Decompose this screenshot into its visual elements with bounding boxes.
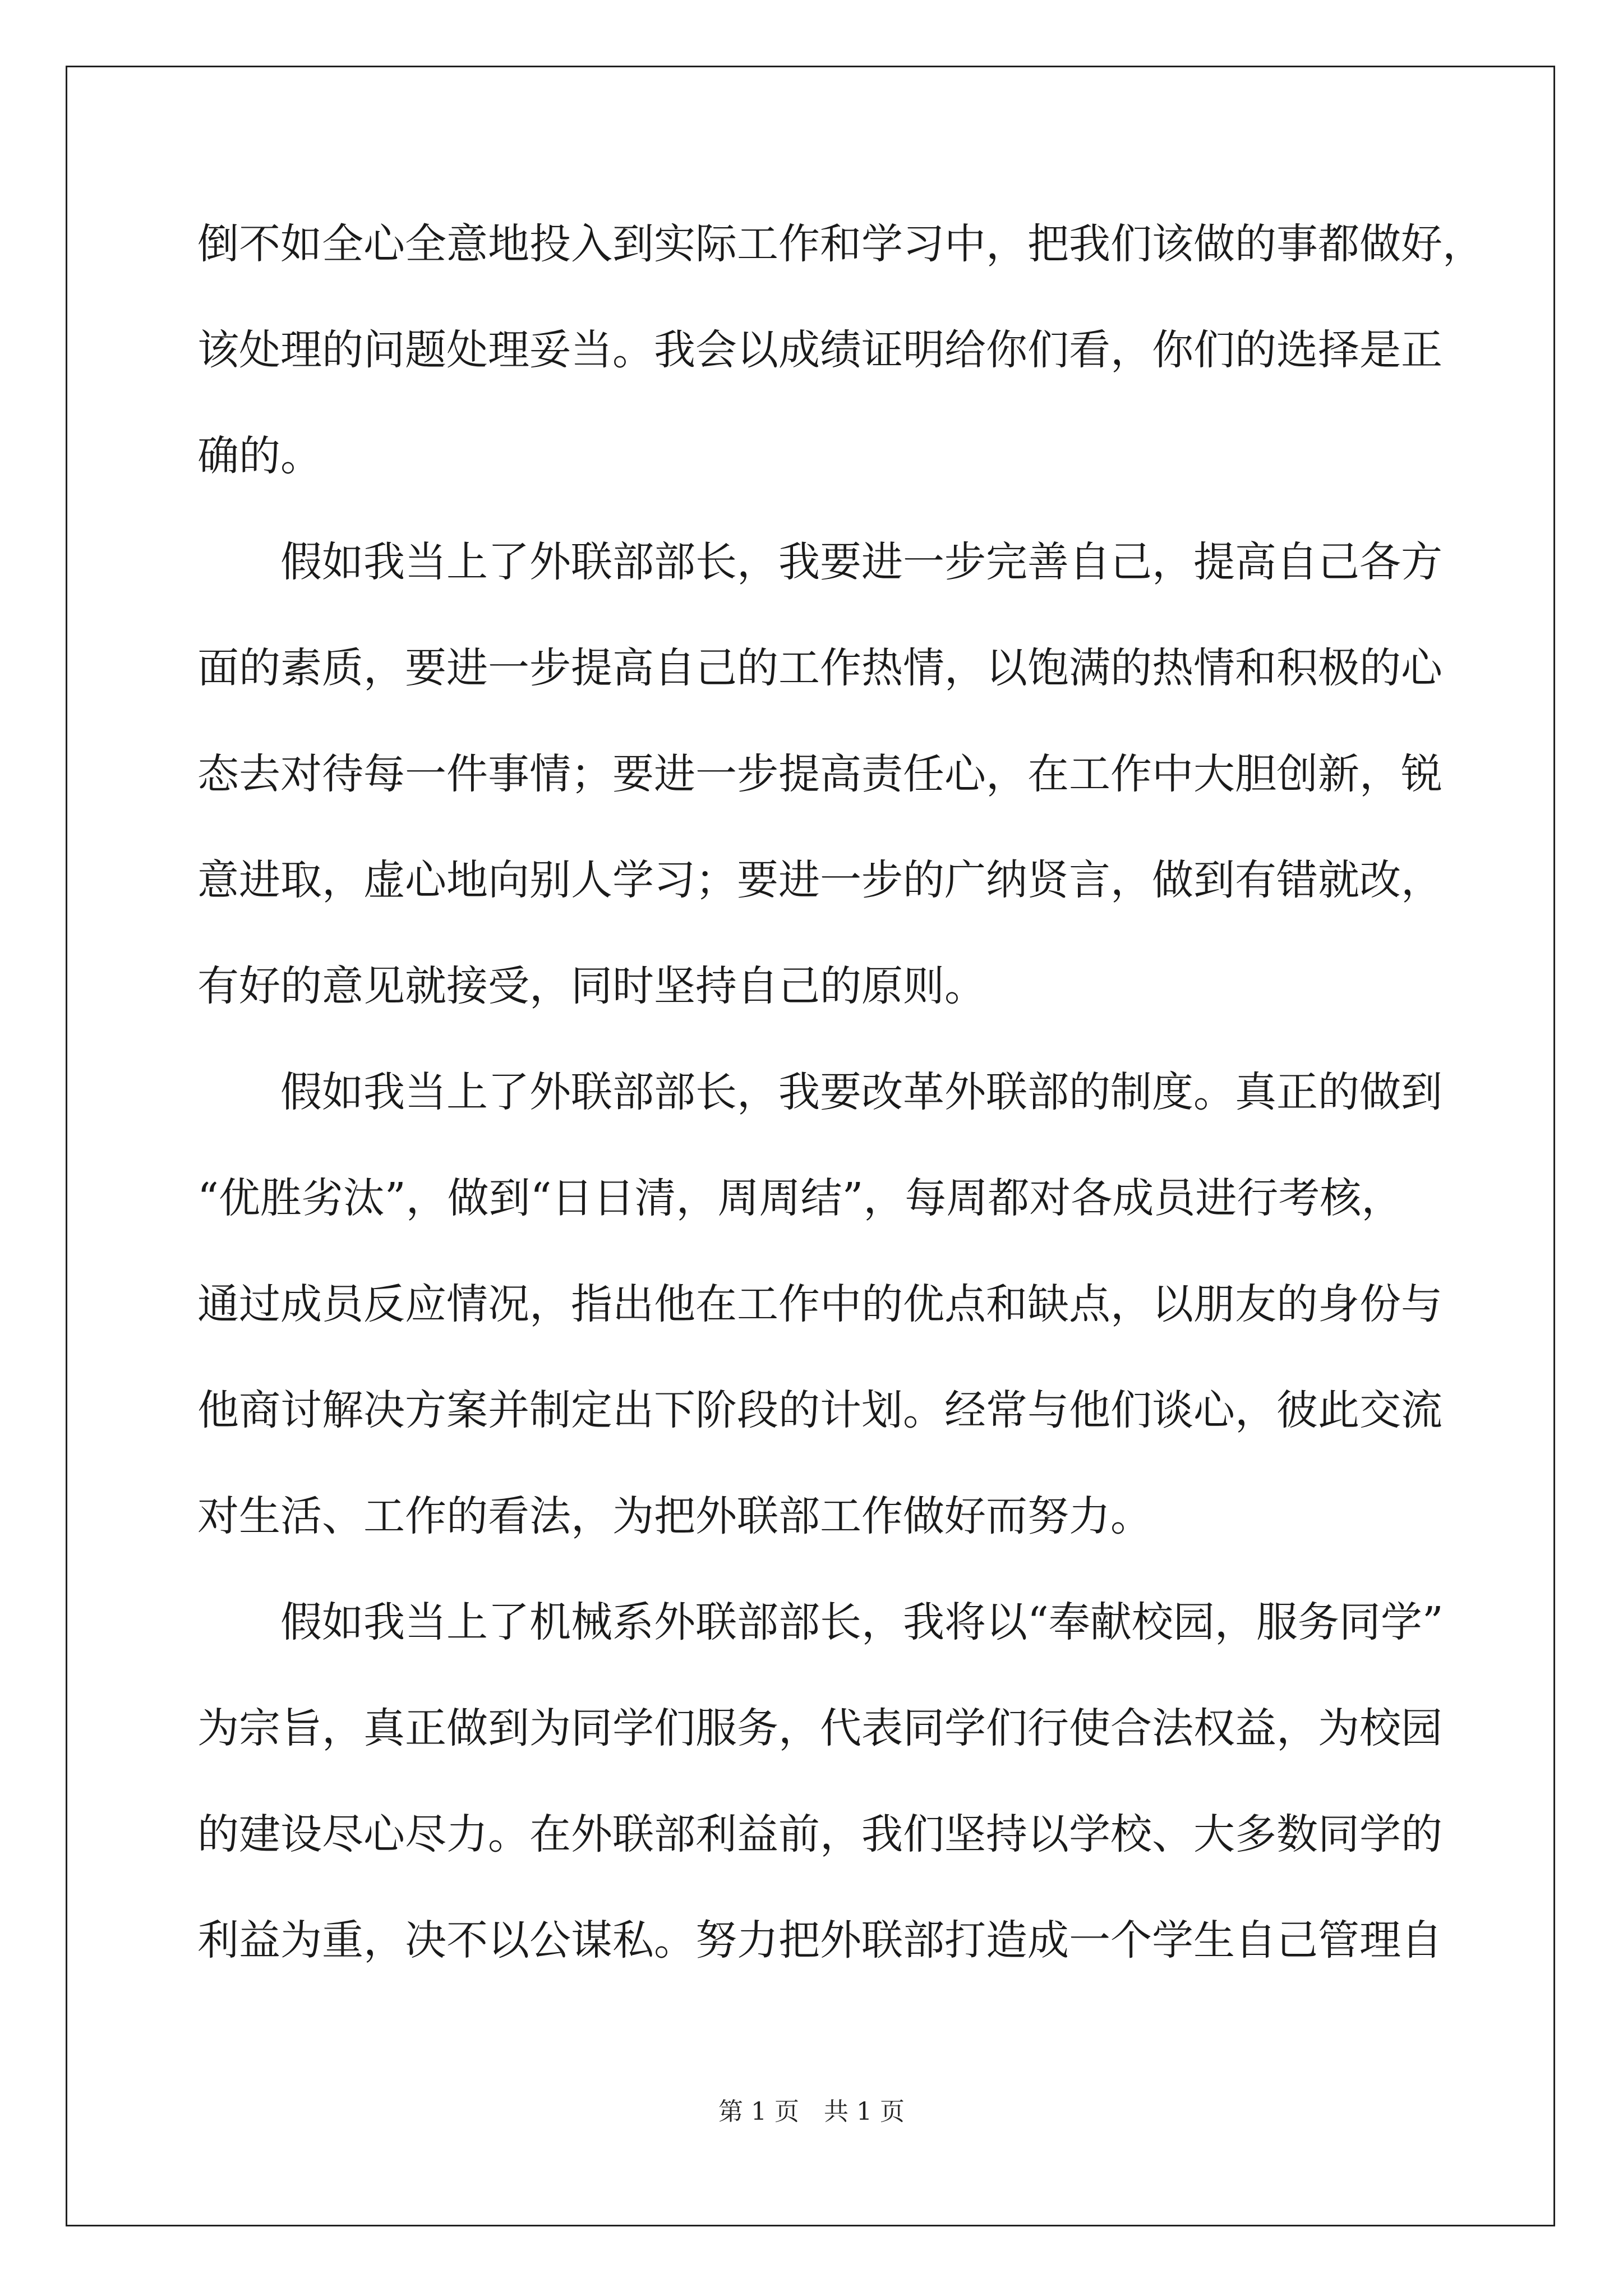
text-line: 假如我当上了机械系外联部部长，我将以“奉献校园，服务同学” [197,1598,1444,1646]
text-line: 意进取，虚心地向别人学习；要进一步的广纳贤言，做到有错就改， [197,856,1442,904]
text-line: “优胜劣汰”，做到“日日清，周周结”，每周都对各成员进行考核， [197,1174,1403,1222]
text-line: 确的。 [197,432,322,480]
text-line: 假如我当上了外联部部长，我要改革外联部的制度。真正的做到 [197,1068,1442,1116]
text-line: 态去对待每一件事情；要进一步提高责任心，在工作中大胆创新，锐 [197,750,1442,798]
text-line: 他商讨解决方案并制定出下阶段的计划。经常与他们谈心，彼此交流 [197,1386,1442,1434]
page-number-footer: 第 1 页 共 1 页 [718,2097,905,2126]
text-line: 有好的意见就接受，同时坚持自己的原则。 [197,962,986,1010]
text-line: 通过成员反应情况，指出他在工作中的优点和缺点，以朋友的身份与 [197,1280,1442,1328]
text-line: 假如我当上了外联部部长，我要进一步完善自己，提高自己各方 [197,538,1442,586]
text-line: 的建设尽心尽力。在外联部利益前，我们坚持以学校、大多数同学的 [197,1810,1442,1858]
text-line: 面的素质，要进一步提高自己的工作热情，以饱满的热情和积极的心 [197,644,1442,692]
text-line: 对生活、工作的看法，为把外联部工作做好而努力。 [197,1492,1152,1540]
text-line: 利益为重，决不以公谋私。努力把外联部打造成一个学生自己管理自 [197,1916,1442,1964]
page-border [66,66,1555,2226]
text-line: 该处理的问题处理妥当。我会以成绩证明给你们看，你们的选择是正 [197,326,1442,374]
text-line: 为宗旨，真正做到为同学们服务，代表同学们行使合法权益，为校园 [197,1704,1442,1752]
text-line: 倒不如全心全意地投入到实际工作和学习中，把我们该做的事都做好， [197,220,1484,268]
